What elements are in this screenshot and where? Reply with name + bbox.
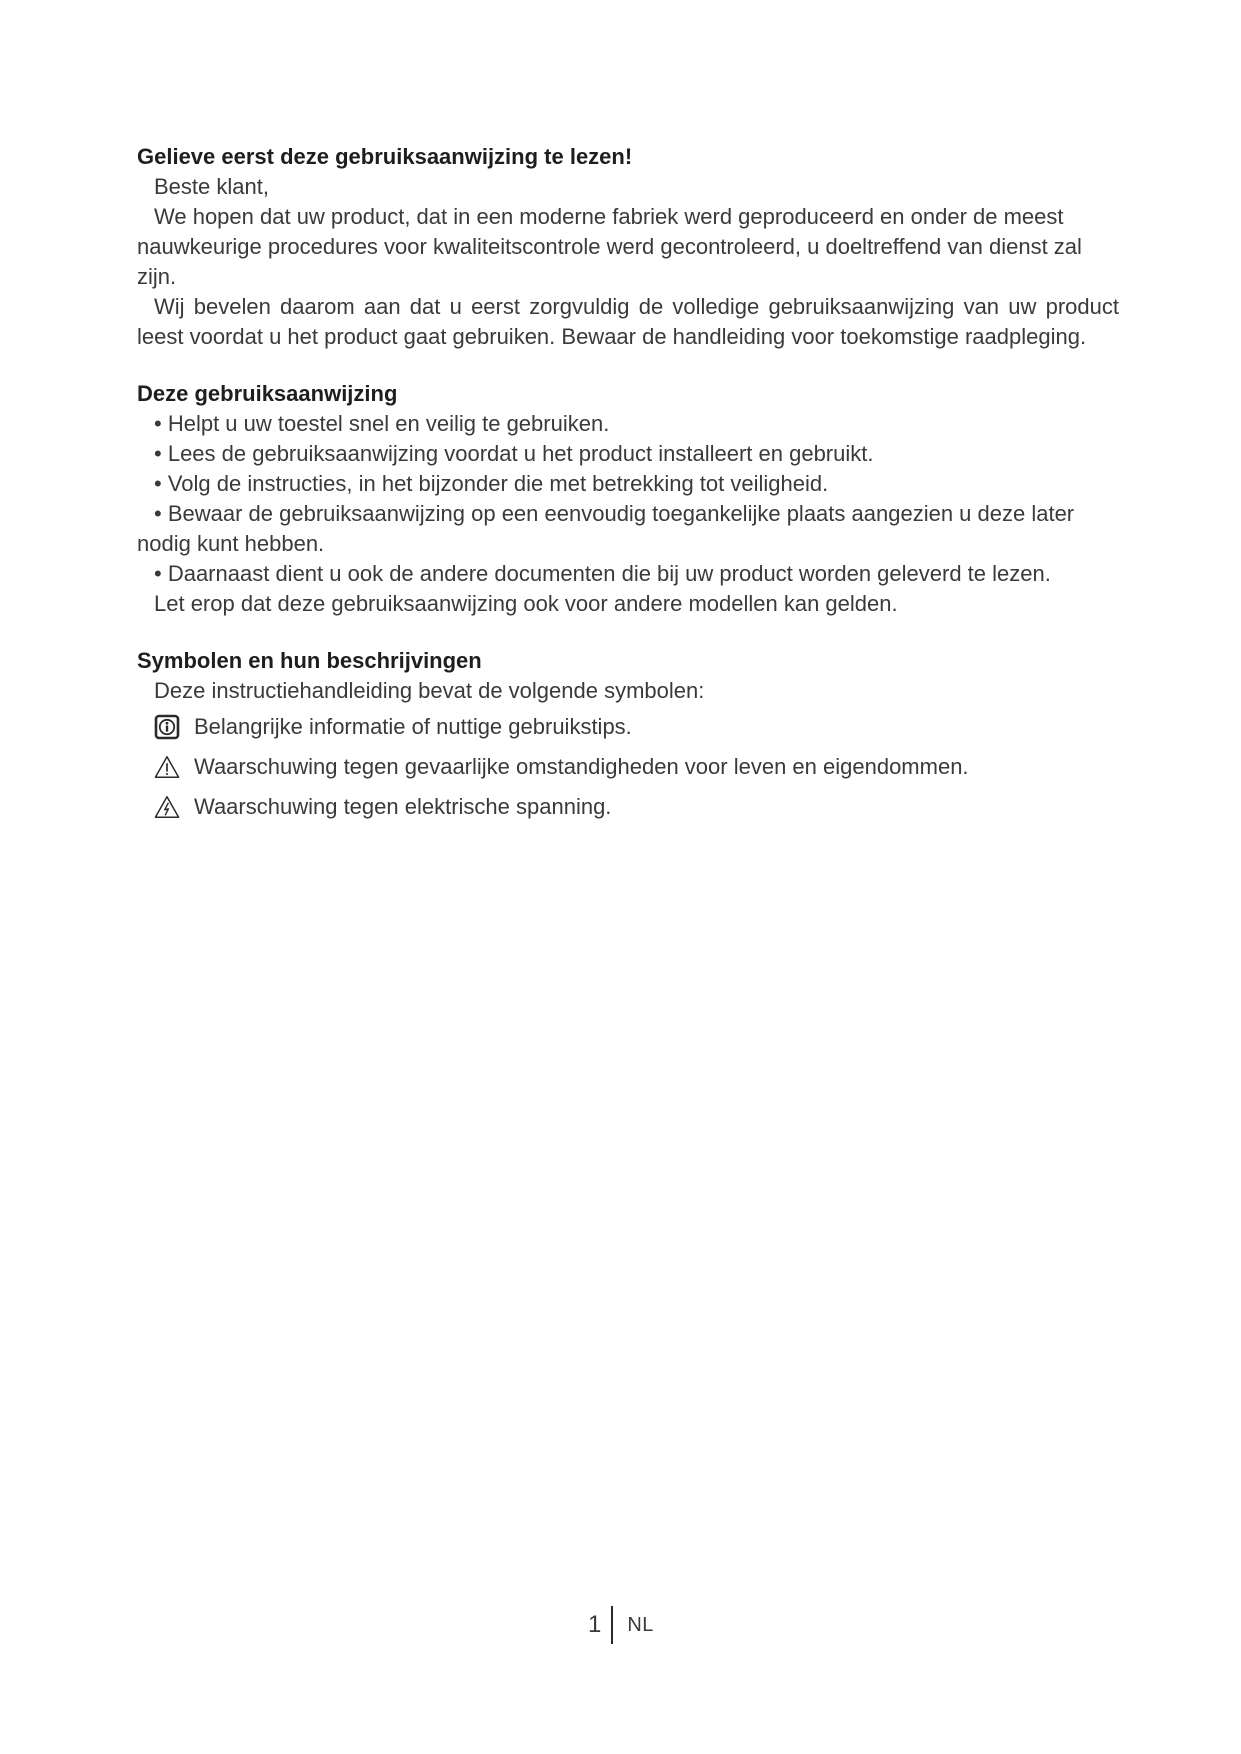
symbol-description: Waarschuwing tegen gevaarlijke omstandigheden voor leven en eigendommen.	[194, 754, 969, 779]
warning-icon	[154, 754, 180, 780]
bullet-text: Bewaar de gebruiksaanwijzing op een eenvoudig toegankelijke plaats aangezien u deze later nodig kunt hebben.	[137, 501, 1075, 556]
salutation: Beste klant,	[154, 174, 269, 199]
bullet-item: • Bewaar de gebruiksaanwijzing op een eenvoudig toegankelijke plaats aangezien u deze later nodig kunt hebben.	[137, 501, 1075, 556]
intro-heading: Gelieve eerst deze gebruiksaanwijzing te lezen!	[137, 144, 633, 169]
bullet-text: Lees de gebruiksaanwijzing voordat u het product installeert en gebruikt.	[167, 441, 874, 466]
intro-paragraph-1: We hopen dat uw product, dat in een moderne fabriek werd geproduceerd en onder de meest nauwkeurige procedures voor kwaliteitscontrole werd gecontroleerd, u doeltreffend van dienst zal zijn.	[137, 204, 1082, 289]
bullet-text: Volg de instructies, in het bijzonder die met betrekking tot veiligheid.	[167, 471, 829, 496]
info-icon	[154, 714, 180, 740]
intro-paragraph-2: Wij bevelen daarom aan dat u eerst zorgvuldig de volledige gebruiksaanwijzing van uw product leest voordat u het product gaat gebruiken. Bewaar de handleiding voor toekomstige raadpleging.	[137, 294, 1119, 349]
symbol-description: Waarschuwing tegen elektrische spanning.	[194, 794, 612, 819]
manual-heading: Deze gebruiksaanwijzing	[137, 381, 398, 406]
bullet-item: • Daarnaast dient u ook de andere documenten die bij uw product worden geleverd te lezen.	[154, 561, 1051, 586]
symbol-row-warning	[154, 752, 1119, 782]
bullet-text: Daarnaast dient u ook de andere documenten die bij uw product worden geleverd te lezen.	[167, 561, 1051, 586]
symbol-row-electric	[154, 792, 1119, 822]
bullet-text: Helpt u uw toestel snel en veilig te gebruiken.	[167, 411, 610, 436]
symbols-heading: Symbolen en hun beschrijvingen	[137, 648, 482, 673]
bullet-item: • Helpt u uw toestel snel en veilig te gebruiken.	[154, 411, 610, 436]
language-code: NL	[627, 1613, 654, 1636]
symbols-intro: Deze instructiehandleiding bevat de volgende symbolen:	[154, 678, 705, 703]
page-number: 1	[588, 1611, 602, 1638]
page-footer	[588, 1606, 654, 1644]
manual-note: Let erop dat deze gebruiksaanwijzing ook voor andere modellen kan gelden.	[154, 591, 898, 616]
bullet-item: • Lees de gebruiksaanwijzing voordat u het product installeert en gebruikt.	[154, 441, 874, 466]
symbol-row-info	[154, 712, 1119, 742]
footer-divider	[611, 1606, 613, 1644]
symbol-description: Belangrijke informatie of nuttige gebruikstips.	[194, 714, 632, 739]
bullet-item: • Volg de instructies, in het bijzonder die met betrekking tot veiligheid.	[154, 471, 829, 496]
electric-warning-icon	[154, 794, 180, 820]
document-page	[137, 142, 1119, 832]
